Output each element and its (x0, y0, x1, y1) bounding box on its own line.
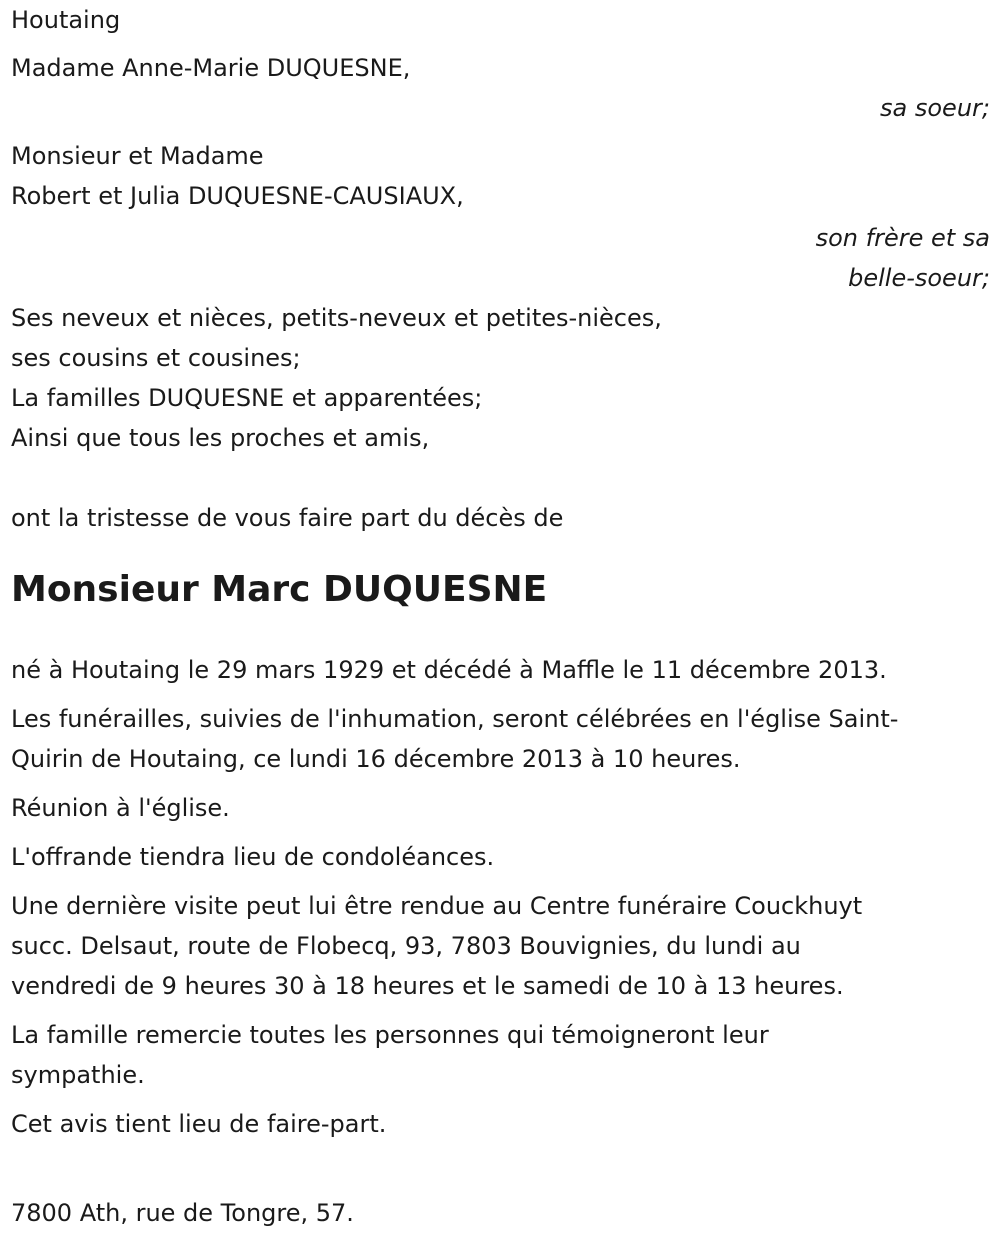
relatives-line-3: La familles DUQUESNE et apparentées; (11, 384, 483, 412)
announcement-text: ont la tristesse de vous faire part du décès de (11, 504, 564, 532)
relatives-line-2: ses cousins et cousines; (11, 344, 301, 372)
brother-relation-line-2: belle-soeur; (848, 264, 990, 292)
sister-name: Madame Anne-Marie DUQUESNE, (11, 54, 411, 82)
brother-relation-line-1: son frère et sa (815, 224, 990, 252)
brother-name-line-2: Robert et Julia DUQUESNE-CAUSIAUX, (11, 182, 464, 210)
family-address: 7800 Ath, rue de Tongre, 57. (11, 1199, 354, 1227)
deceased-name: Monsieur Marc DUQUESNE (11, 569, 548, 610)
family-member-brother (11, 136, 990, 298)
thanks-line-2: sympathie. (11, 1061, 145, 1089)
visit-line-3: vendredi de 9 heures 30 à 18 heures et le samedi de 10 à 13 heures. (11, 972, 844, 1000)
brother-name-line-1: Monsieur et Madame (11, 142, 264, 170)
visit-line-1: Une dernière visite peut lui être rendue au Centre funéraire Couckhuyt (11, 892, 863, 920)
visit-line-2: succ. Delsaut, route de Flobecq, 93, 7803 Bouvignies, du lundi au (11, 932, 801, 960)
sister-relation: sa soeur; (880, 94, 990, 122)
relatives-list (11, 298, 990, 458)
thanks-paragraph (11, 1015, 990, 1095)
funeral-line-1: Les funérailles, suivies de l'inhumation, seront célébrées en l'église Saint- (11, 705, 899, 733)
birth-death-text: né à Houtaing le 29 mars 1929 et décédé à Maffle le 11 décembre 2013. (11, 656, 887, 684)
family-member-sister (11, 48, 990, 128)
funeral-paragraph (11, 699, 990, 779)
meeting-text: Réunion à l'église. (11, 794, 230, 822)
funeral-line-2: Quirin de Houtaing, ce lundi 16 décembre 2013 à 10 heures. (11, 745, 741, 773)
location-heading: Houtaing (11, 6, 121, 34)
offering-text: L'offrande tiendra lieu de condoléances. (11, 843, 495, 871)
thanks-line-1: La famille remercie toutes les personnes qui témoigneront leur (11, 1021, 769, 1049)
visit-paragraph (11, 886, 990, 1006)
relatives-line-1: Ses neveux et nièces, petits-neveux et petites-nièces, (11, 304, 662, 332)
notice-text: Cet avis tient lieu de faire-part. (11, 1110, 387, 1138)
relatives-line-4: Ainsi que tous les proches et amis, (11, 424, 430, 452)
